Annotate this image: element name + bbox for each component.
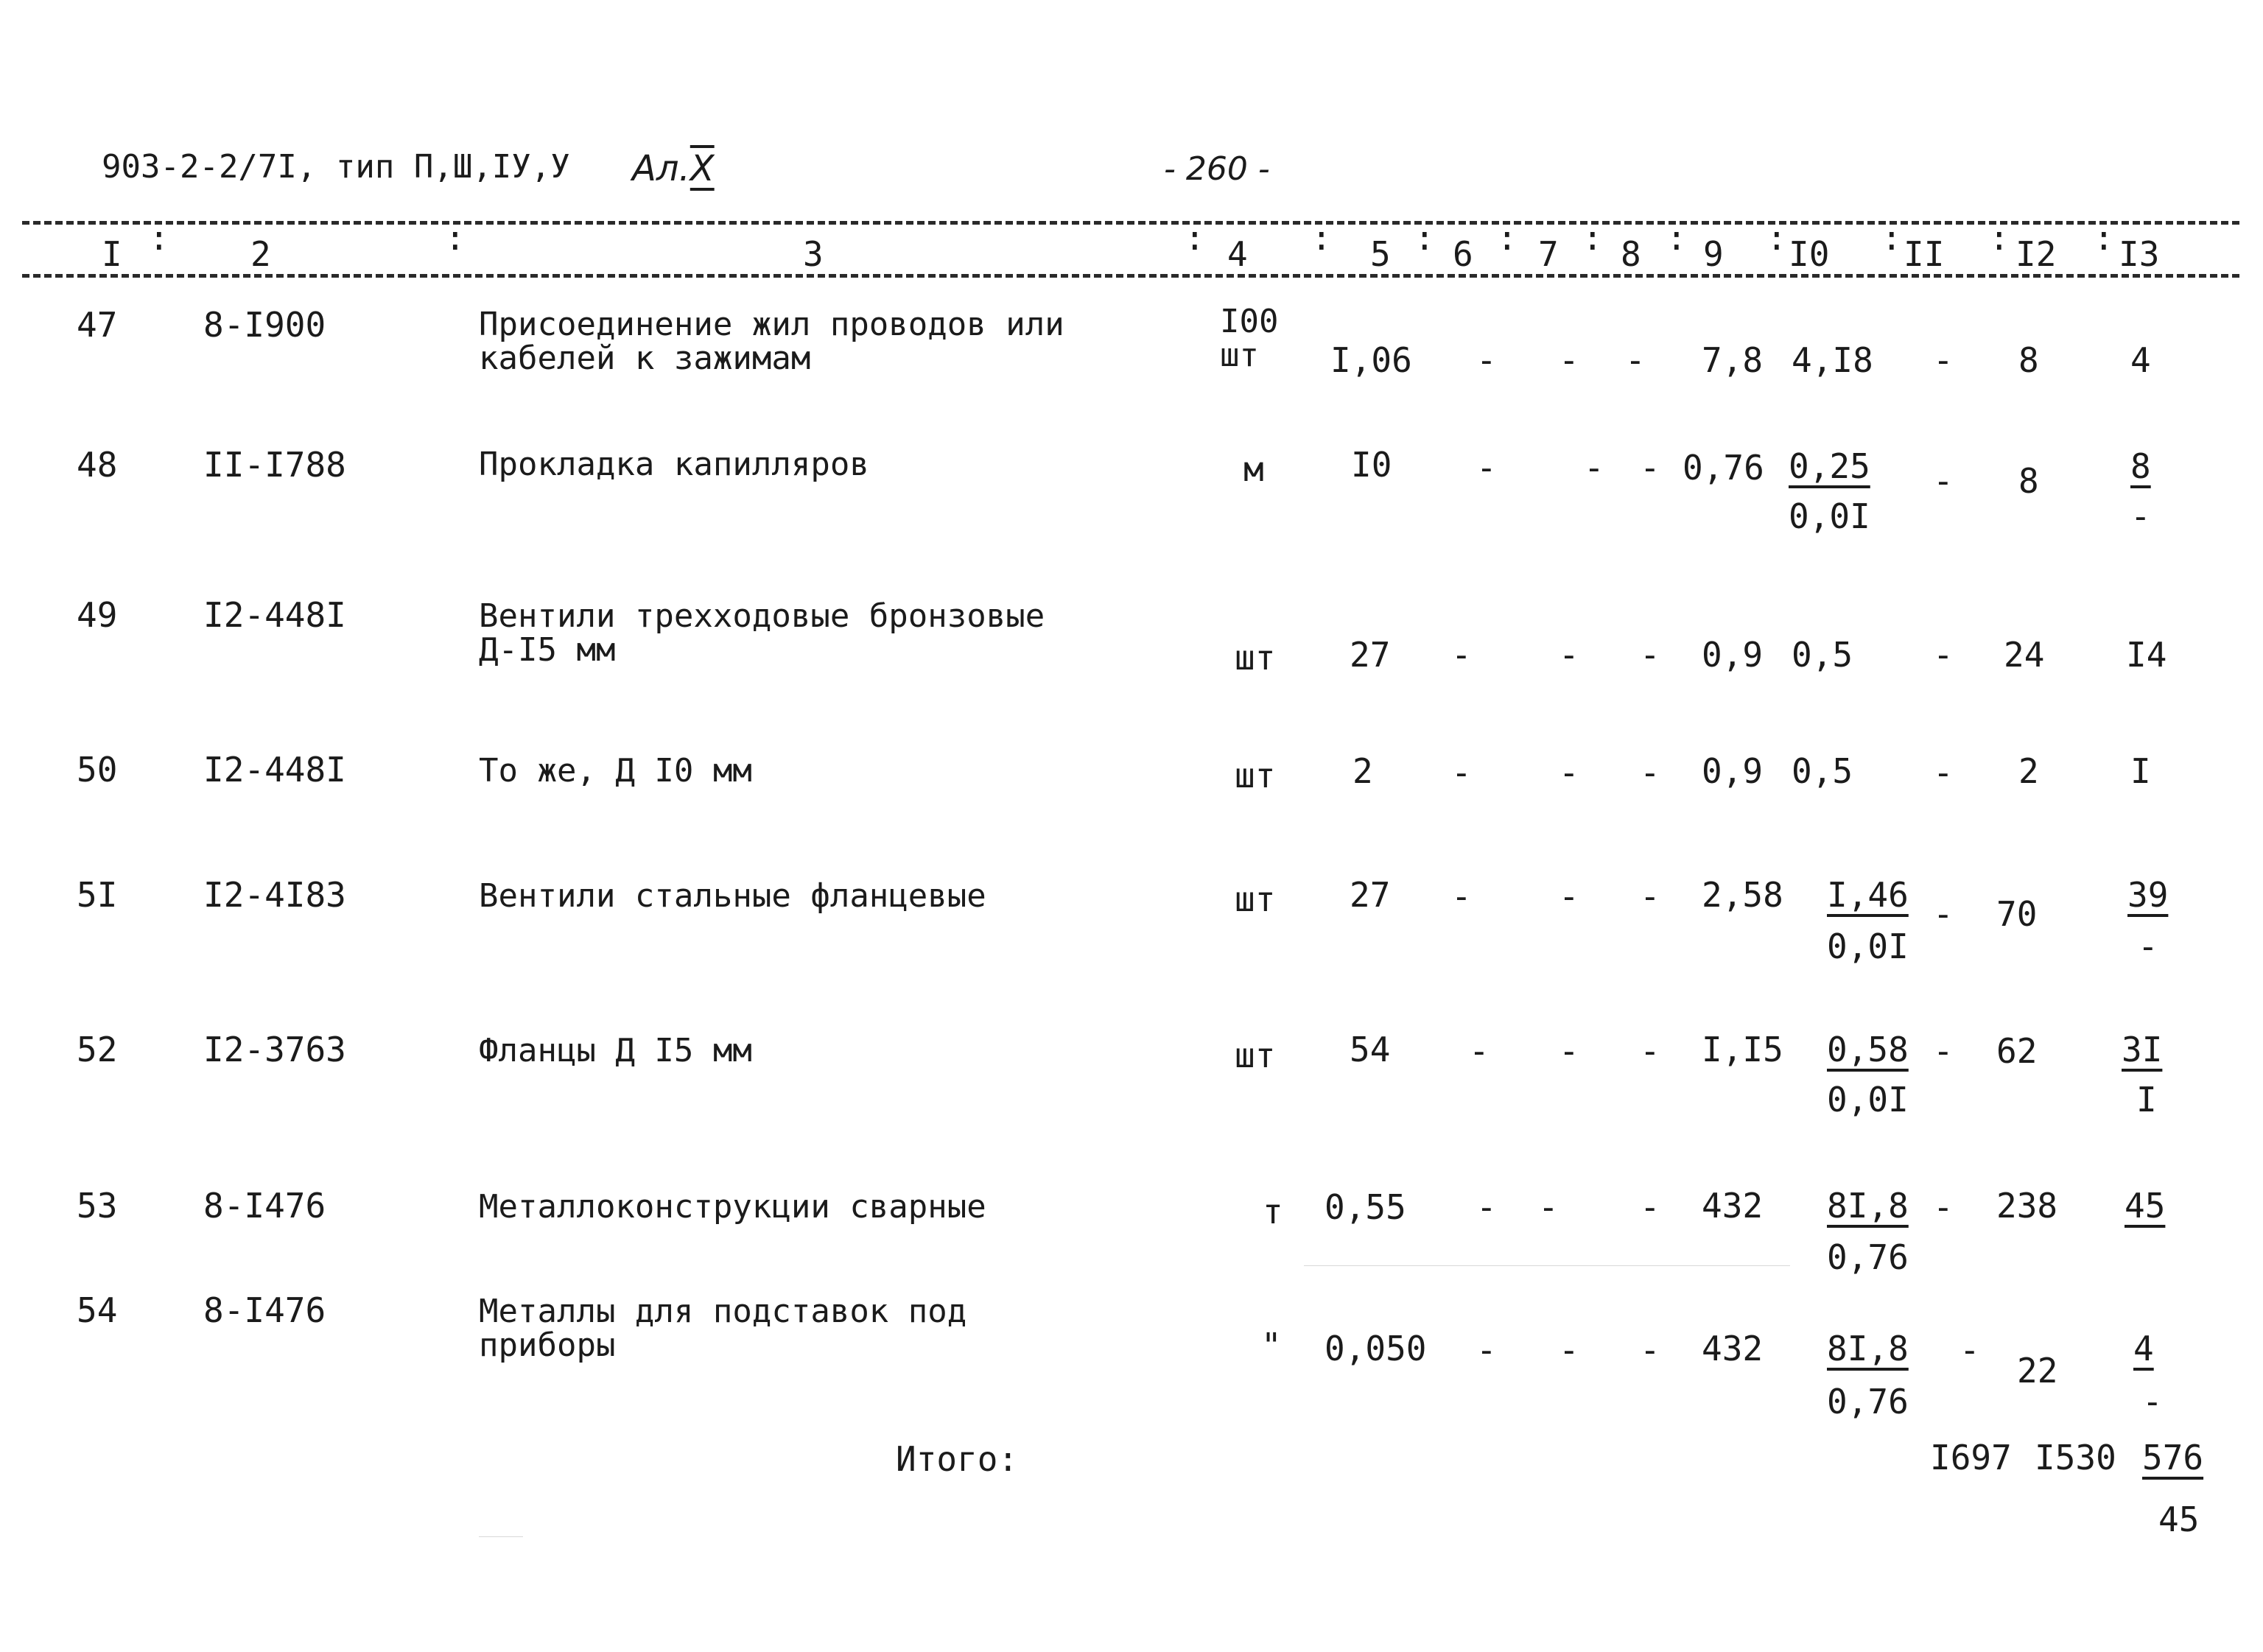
column-separator: : <box>1989 218 2010 258</box>
col-7-value: - <box>1538 1187 1559 1227</box>
unit: шт <box>1235 879 1276 919</box>
quantity: 54 <box>1350 1030 1391 1069</box>
album-prefix: Ал. <box>632 148 690 189</box>
col-7-value: - <box>1559 1330 1579 1370</box>
row-number: 49 <box>77 595 118 635</box>
col-9-value: 7,8 <box>1702 340 1764 380</box>
work-description: Прокладка капилляров <box>479 446 869 483</box>
col-8-value: - <box>1640 635 1660 675</box>
col-10-value: 0,58 <box>1827 1030 1909 1069</box>
rate-code: 8-I900 <box>203 305 326 345</box>
col-10-value: 0,25 <box>1789 446 1870 486</box>
col-10-value: 0,5 <box>1792 635 1853 675</box>
column-header-8: 8 <box>1621 234 1641 274</box>
column-separator: : <box>1497 218 1518 258</box>
rate-code: I2-448I <box>203 750 346 790</box>
column-separator: : <box>1414 218 1435 258</box>
col-8-value: - <box>1640 1031 1660 1071</box>
col-8-value: - <box>1640 1187 1660 1227</box>
total-col-12: I530 <box>2035 1438 2116 1477</box>
col-6-value: - <box>1451 876 1472 916</box>
album-label <box>632 148 715 189</box>
rate-code: I2-3763 <box>203 1030 346 1069</box>
quantity: 0,55 <box>1325 1187 1406 1227</box>
col-13-value: 45 <box>2125 1186 2166 1226</box>
col-9-value: 0,9 <box>1702 635 1764 675</box>
quantity: 0,050 <box>1325 1329 1427 1368</box>
col-12-value: 238 <box>1996 1186 2058 1226</box>
quantity: 27 <box>1350 635 1391 675</box>
col-12-value: 62 <box>1996 1031 2038 1071</box>
table-header-rule <box>22 274 2239 278</box>
col-9-value: 2,58 <box>1702 875 1783 915</box>
col-10-value: 8I,8 <box>1827 1186 1909 1226</box>
row-number: 54 <box>77 1290 118 1330</box>
col-11-value: - <box>1959 1330 1980 1370</box>
rate-code: I2-4I83 <box>203 875 346 915</box>
column-header-9: 9 <box>1703 234 1724 274</box>
page-number: - 260 - <box>1164 150 1270 188</box>
column-header-4: 4 <box>1227 234 1248 274</box>
col-7-value: - <box>1584 448 1604 488</box>
unit: т <box>1263 1192 1283 1231</box>
column-header-7: 7 <box>1538 234 1559 274</box>
col-11-value: - <box>1933 753 1954 792</box>
row-number: 50 <box>77 750 118 790</box>
column-header-2: 2 <box>250 234 271 274</box>
col-13-subvalue: I <box>2136 1080 2157 1120</box>
document-code: 903-2-2/7I, тип П,Ш,IУ,У <box>102 148 570 186</box>
col-11-value: - <box>1933 340 1954 380</box>
col-10-value: 0,5 <box>1792 751 1853 791</box>
col-8-value: - <box>1640 448 1660 488</box>
unit: " <box>1261 1326 1282 1365</box>
col-12-value: 8 <box>2018 461 2039 501</box>
scan-artifact-line <box>479 1536 523 1537</box>
row-number: 47 <box>77 305 118 345</box>
row-number: 53 <box>77 1186 118 1226</box>
quantity: I,06 <box>1330 340 1412 380</box>
col-13-value: I <box>2130 751 2151 791</box>
col-12-value: 2 <box>2018 751 2039 791</box>
total-col-13-subvalue: 45 <box>2158 1500 2200 1539</box>
col-12-value: 22 <box>2017 1351 2058 1391</box>
table-top-rule <box>22 221 2239 225</box>
col-10-subvalue: 0,0I <box>1789 496 1870 536</box>
col-10-value: I,46 <box>1827 875 1909 915</box>
work-description: Металлоконструкции сварные <box>479 1188 986 1226</box>
column-separator: : <box>1666 218 1687 258</box>
col-11-value: - <box>1933 461 1954 501</box>
col-11-value: - <box>1933 1187 1954 1227</box>
unit: шт <box>1235 638 1276 678</box>
col-11-value: - <box>1933 1031 1954 1071</box>
col-11-value: - <box>1933 635 1954 675</box>
column-header-6: 6 <box>1453 234 1473 274</box>
work-description: Вентили трехходовые бронзовые Д-I5 мм <box>479 597 1045 669</box>
col-7-value: - <box>1559 753 1579 792</box>
work-description: Металлы для подставок под приборы <box>479 1293 967 1364</box>
unit: м <box>1243 449 1264 489</box>
col-7-value: - <box>1559 635 1579 675</box>
row-number: 48 <box>77 445 118 485</box>
col-13-value: 39 <box>2127 875 2169 915</box>
col-6-value: - <box>1476 1330 1497 1370</box>
col-6-value: - <box>1476 448 1497 488</box>
total-label: Итого: <box>896 1439 1019 1479</box>
col-8-value: - <box>1640 876 1660 916</box>
work-description: Вентили стальные фланцевые <box>479 877 986 915</box>
rate-code: I2-448I <box>203 595 346 635</box>
col-9-value: 0,76 <box>1683 448 1764 488</box>
col-9-value: 432 <box>1702 1329 1764 1368</box>
col-12-value: 24 <box>2004 635 2045 675</box>
col-13-value: I4 <box>2126 635 2167 675</box>
col-10-subvalue: 0,76 <box>1827 1237 1909 1277</box>
col-7-value: - <box>1559 1031 1579 1071</box>
quantity: I0 <box>1351 445 1392 485</box>
col-8-value: - <box>1640 753 1660 792</box>
column-separator: : <box>149 218 169 258</box>
column-separator: : <box>445 218 466 258</box>
col-13-value: 3I <box>2122 1030 2163 1069</box>
rate-code: 8-I476 <box>203 1290 326 1330</box>
unit: шт <box>1235 756 1276 795</box>
col-7-value: - <box>1559 340 1579 380</box>
col-10-value: 4,I8 <box>1792 340 1873 380</box>
col-13-value: 4 <box>2130 340 2151 380</box>
column-header-13: I3 <box>2119 234 2160 274</box>
album-roman-numeral: X <box>690 148 715 189</box>
scan-artifact-line <box>1304 1265 1790 1266</box>
column-header-11: II <box>1904 234 1945 274</box>
work-description: Фланцы Д I5 мм <box>479 1032 752 1069</box>
col-6-value: - <box>1451 635 1472 675</box>
unit: шт <box>1235 1036 1276 1075</box>
work-description: Присоединение жил проводов или кабелей к зажимам <box>479 306 1064 377</box>
col-6-value: - <box>1469 1031 1490 1071</box>
col-9-value: 0,9 <box>1702 751 1764 791</box>
col-10-subvalue: 0,0I <box>1827 927 1909 966</box>
col-8-value: - <box>1640 1330 1660 1370</box>
col-12-value: 8 <box>2018 340 2039 380</box>
col-13-value: 4 <box>2133 1329 2154 1368</box>
column-header-5: 5 <box>1370 234 1391 274</box>
col-10-subvalue: 0,0I <box>1827 1080 1909 1120</box>
col-6-value: - <box>1451 753 1472 792</box>
unit: I00 шт <box>1220 303 1279 374</box>
col-6-value: - <box>1476 340 1497 380</box>
column-separator: : <box>1185 218 1205 258</box>
work-description: То же, Д I0 мм <box>479 752 752 790</box>
col-11-value: - <box>1933 894 1954 934</box>
column-separator: : <box>1766 218 1787 258</box>
quantity: 27 <box>1350 875 1391 915</box>
column-header-12: I2 <box>2015 234 2057 274</box>
column-separator: : <box>1582 218 1603 258</box>
col-9-value: 432 <box>1702 1186 1764 1226</box>
column-header-3: 3 <box>803 234 824 274</box>
col-13-subvalue: - <box>2142 1382 2163 1421</box>
col-13-subvalue: - <box>2138 927 2158 966</box>
total-col-11: I697 <box>1930 1438 2012 1477</box>
col-13-subvalue: - <box>2130 496 2151 536</box>
col-12-value: 70 <box>1996 894 2038 934</box>
row-number: 52 <box>77 1030 118 1069</box>
col-6-value: - <box>1476 1187 1497 1227</box>
col-10-value: 8I,8 <box>1827 1329 1909 1368</box>
rate-code: 8-I476 <box>203 1186 326 1226</box>
row-number: 5I <box>77 875 118 915</box>
rate-code: II-I788 <box>203 445 346 485</box>
column-header-1: I <box>102 234 122 274</box>
col-7-value: - <box>1559 876 1579 916</box>
col-9-value: I,I5 <box>1702 1030 1783 1069</box>
col-10-subvalue: 0,76 <box>1827 1382 1909 1421</box>
col-13-value: 8 <box>2130 446 2151 486</box>
column-separator: : <box>1881 218 1902 258</box>
column-separator: : <box>2094 218 2114 258</box>
total-col-13: 576 <box>2142 1438 2204 1477</box>
column-separator: : <box>1311 218 1332 258</box>
col-8-value: - <box>1625 340 1646 380</box>
column-header-10: I0 <box>1789 234 1830 274</box>
quantity: 2 <box>1352 751 1373 791</box>
